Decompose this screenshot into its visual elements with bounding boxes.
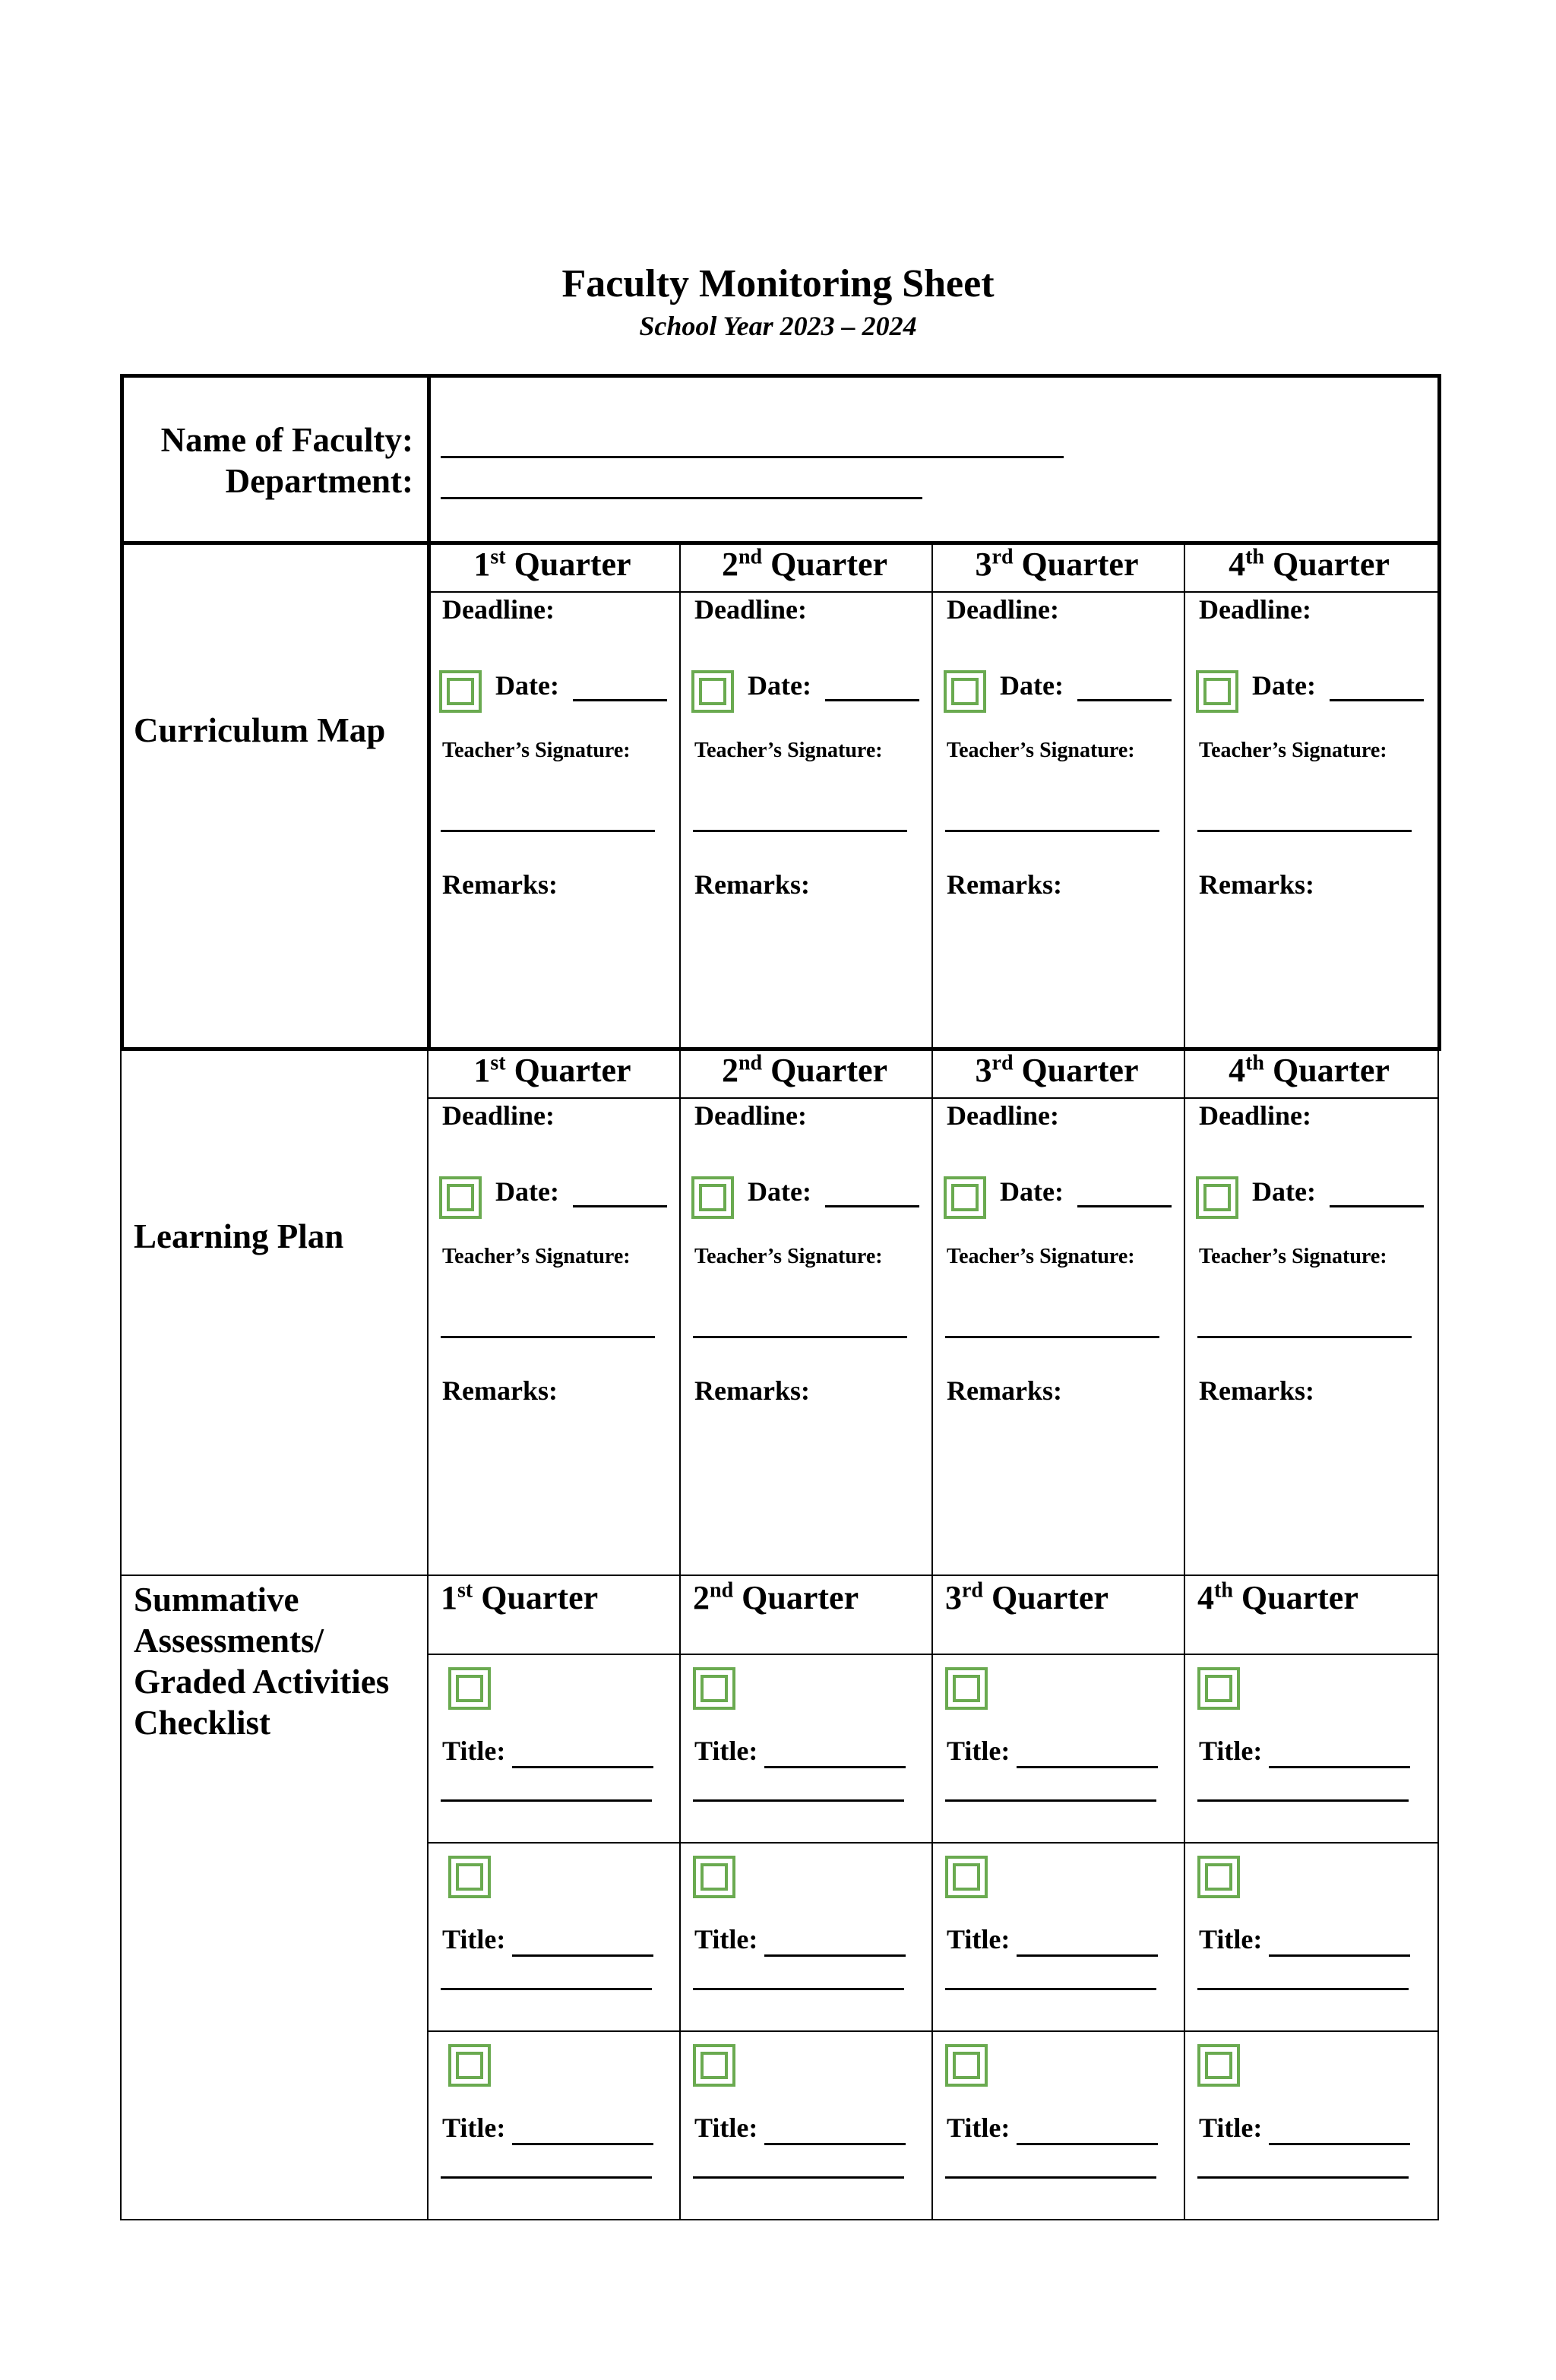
- department-label: Department:: [225, 462, 413, 500]
- checkbox[interactable]: [1196, 670, 1238, 713]
- deadline-label: Deadline:: [1199, 1100, 1311, 1131]
- checkbox[interactable]: [439, 1176, 482, 1219]
- blank-line[interactable]: [573, 1205, 667, 1207]
- rule-line: [1437, 1049, 1439, 1576]
- title-label: Title:: [1199, 2113, 1263, 2143]
- checkbox[interactable]: [691, 1176, 734, 1219]
- blank-line[interactable]: [693, 1336, 907, 1338]
- name-of-faculty-label: Name of Faculty:: [160, 421, 413, 459]
- page-title: Faculty Monitoring Sheet: [561, 262, 995, 305]
- blank-line[interactable]: [1197, 1336, 1412, 1338]
- blank-line[interactable]: [825, 1205, 919, 1207]
- date-label: Date:: [748, 1176, 811, 1207]
- blank-line[interactable]: [945, 2176, 1156, 2179]
- remarks-label: Remarks:: [442, 869, 558, 900]
- checkbox[interactable]: [1196, 1176, 1238, 1219]
- rule-line: [427, 2030, 1437, 2032]
- rule-line: [120, 1047, 1440, 1051]
- section-label: Curriculum Map: [134, 711, 386, 749]
- blank-line[interactable]: [945, 1799, 1156, 1802]
- teachers-signature-label: Teacher’s Signature:: [694, 739, 883, 762]
- blank-line[interactable]: [1197, 2176, 1409, 2179]
- deadline-label: Deadline:: [1199, 594, 1311, 625]
- blank-line[interactable]: [693, 830, 907, 832]
- remarks-label: Remarks:: [442, 1375, 558, 1406]
- teachers-signature-label: Teacher’s Signature:: [442, 739, 631, 762]
- blank-line[interactable]: [945, 830, 1159, 832]
- blank-line[interactable]: [441, 1988, 652, 1990]
- blank-line[interactable]: [945, 1336, 1159, 1338]
- checkbox[interactable]: [1197, 1856, 1240, 1898]
- deadline-label: Deadline:: [694, 1100, 807, 1131]
- title-label: Title:: [694, 2113, 758, 2143]
- remarks-label: Remarks:: [1199, 1375, 1314, 1406]
- checkbox[interactable]: [1197, 1667, 1240, 1710]
- checkbox[interactable]: [945, 1667, 988, 1710]
- checkbox[interactable]: [1197, 2044, 1240, 2087]
- blank-line[interactable]: [1269, 1954, 1410, 1957]
- rule-line: [931, 1576, 933, 2220]
- quarter-header: 1st Quarter: [473, 545, 631, 583]
- blank-line[interactable]: [764, 2143, 906, 2145]
- checkbox[interactable]: [693, 2044, 735, 2087]
- remarks-label: Remarks:: [694, 1375, 810, 1406]
- checkbox[interactable]: [945, 2044, 988, 2087]
- quarter-header: 4th Quarter: [1229, 545, 1390, 583]
- title-label: Title:: [442, 1736, 506, 1766]
- checkbox[interactable]: [944, 1176, 986, 1219]
- remarks-label: Remarks:: [947, 869, 1062, 900]
- quarter-header: 2nd Quarter: [721, 1051, 888, 1089]
- checkbox[interactable]: [448, 1856, 491, 1898]
- blank-line[interactable]: [441, 497, 922, 499]
- date-label: Date:: [495, 1176, 559, 1207]
- checkbox[interactable]: [439, 670, 482, 713]
- title-label: Title:: [694, 1736, 758, 1766]
- rule-line: [1437, 374, 1441, 545]
- checkbox[interactable]: [691, 670, 734, 713]
- rule-line: [1437, 541, 1441, 1051]
- deadline-label: Deadline:: [947, 1100, 1059, 1131]
- checkbox[interactable]: [944, 670, 986, 713]
- blank-line[interactable]: [825, 699, 919, 701]
- rule-line: [120, 1576, 122, 2220]
- blank-line[interactable]: [945, 1988, 1156, 1990]
- teachers-signature-label: Teacher’s Signature:: [442, 1245, 631, 1268]
- rule-line: [427, 1842, 1437, 1844]
- rule-line: [1437, 1576, 1439, 2220]
- rule-line: [679, 1049, 681, 1576]
- deadline-label: Deadline:: [442, 1100, 555, 1131]
- teachers-signature-label: Teacher’s Signature:: [1199, 1245, 1387, 1268]
- deadline-label: Deadline:: [694, 594, 807, 625]
- blank-line[interactable]: [1017, 2143, 1158, 2145]
- checkbox[interactable]: [693, 1856, 735, 1898]
- blank-line[interactable]: [1269, 2143, 1410, 2145]
- blank-line[interactable]: [441, 1336, 655, 1338]
- rule-line: [427, 1049, 429, 1576]
- blank-line[interactable]: [512, 1954, 653, 1957]
- blank-line[interactable]: [1330, 1205, 1424, 1207]
- checkbox[interactable]: [448, 2044, 491, 2087]
- blank-line[interactable]: [1197, 1799, 1409, 1802]
- blank-line[interactable]: [764, 1766, 906, 1768]
- title-label: Title:: [442, 2113, 506, 2143]
- quarter-header: 2nd Quarter: [693, 1578, 859, 1616]
- blank-line[interactable]: [693, 1988, 904, 1990]
- date-label: Date:: [1000, 1176, 1064, 1207]
- title-label: Title:: [947, 1736, 1010, 1766]
- teachers-signature-label: Teacher’s Signature:: [947, 739, 1135, 762]
- quarter-header: 3rd Quarter: [945, 1578, 1108, 1616]
- title-label: Title:: [1199, 1736, 1263, 1766]
- rule-line: [427, 374, 431, 545]
- blank-line[interactable]: [693, 1799, 904, 1802]
- remarks-label: Remarks:: [1199, 869, 1314, 900]
- deadline-label: Deadline:: [442, 594, 555, 625]
- quarter-header: 2nd Quarter: [721, 545, 888, 583]
- summative-label-line: Summative: [134, 1581, 299, 1619]
- rule-line: [120, 374, 1440, 378]
- rule-line: [427, 1576, 429, 2220]
- section-label: Learning Plan: [134, 1217, 344, 1255]
- quarter-header: 1st Quarter: [473, 1051, 631, 1089]
- remarks-label: Remarks:: [694, 869, 810, 900]
- rule-line: [120, 541, 1440, 545]
- quarter-header: 4th Quarter: [1229, 1051, 1390, 1089]
- rule-line: [1184, 1049, 1185, 1576]
- rule-line: [1184, 543, 1185, 1047]
- quarter-header: 3rd Quarter: [975, 1051, 1139, 1089]
- checkbox[interactable]: [693, 1667, 735, 1710]
- teachers-signature-label: Teacher’s Signature:: [947, 1245, 1135, 1268]
- date-label: Date:: [1252, 1176, 1316, 1207]
- rule-line: [679, 1576, 681, 2220]
- blank-line[interactable]: [1017, 1954, 1158, 1957]
- blank-line[interactable]: [1077, 1205, 1172, 1207]
- title-label: Title:: [947, 1924, 1010, 1954]
- title-label: Title:: [947, 2113, 1010, 2143]
- title-label: Title:: [442, 1924, 506, 1954]
- blank-line[interactable]: [1077, 699, 1172, 701]
- summative-label-line: Checklist: [134, 1704, 270, 1742]
- rule-line: [931, 1049, 933, 1576]
- rule-line: [427, 591, 1437, 593]
- date-label: Date:: [1252, 670, 1316, 701]
- title-label: Title:: [1199, 1924, 1263, 1954]
- rule-line: [427, 1097, 1437, 1099]
- quarter-header: 1st Quarter: [441, 1578, 599, 1616]
- rule-line: [120, 1575, 1437, 1576]
- date-label: Date:: [495, 670, 559, 701]
- blank-line[interactable]: [441, 456, 1064, 458]
- rule-line: [120, 1049, 122, 1576]
- blank-line[interactable]: [512, 2143, 653, 2145]
- summative-label-line: Assessments/: [134, 1622, 324, 1660]
- blank-line[interactable]: [1197, 1988, 1409, 1990]
- remarks-label: Remarks:: [947, 1375, 1062, 1406]
- quarter-header: 3rd Quarter: [975, 545, 1139, 583]
- blank-line[interactable]: [764, 1954, 906, 1957]
- checkbox[interactable]: [448, 1667, 491, 1710]
- blank-line[interactable]: [1197, 830, 1412, 832]
- rule-line: [427, 543, 431, 1049]
- checkbox[interactable]: [945, 1856, 988, 1898]
- blank-line[interactable]: [441, 1799, 652, 1802]
- blank-line[interactable]: [1017, 1766, 1158, 1768]
- rule-line: [1184, 1576, 1185, 2220]
- rule-line: [120, 2219, 1437, 2220]
- deadline-label: Deadline:: [947, 594, 1059, 625]
- title-label: Title:: [694, 1924, 758, 1954]
- page-subtitle: School Year 2023 – 2024: [639, 311, 917, 341]
- teachers-signature-label: Teacher’s Signature:: [694, 1245, 883, 1268]
- rule-line: [427, 1654, 1437, 1655]
- rule-line: [120, 541, 124, 1051]
- blank-line[interactable]: [512, 1766, 653, 1768]
- blank-line[interactable]: [1330, 699, 1424, 701]
- teachers-signature-label: Teacher’s Signature:: [1199, 739, 1387, 762]
- blank-line[interactable]: [693, 2176, 904, 2179]
- rule-line: [931, 543, 933, 1047]
- blank-line[interactable]: [441, 2176, 652, 2179]
- rule-line: [679, 543, 681, 1047]
- date-label: Date:: [1000, 670, 1064, 701]
- date-label: Date:: [748, 670, 811, 701]
- quarter-header: 4th Quarter: [1197, 1578, 1358, 1616]
- blank-line[interactable]: [1269, 1766, 1410, 1768]
- summative-label-line: Graded Activities: [134, 1663, 390, 1701]
- blank-line[interactable]: [441, 830, 655, 832]
- blank-line[interactable]: [573, 699, 667, 701]
